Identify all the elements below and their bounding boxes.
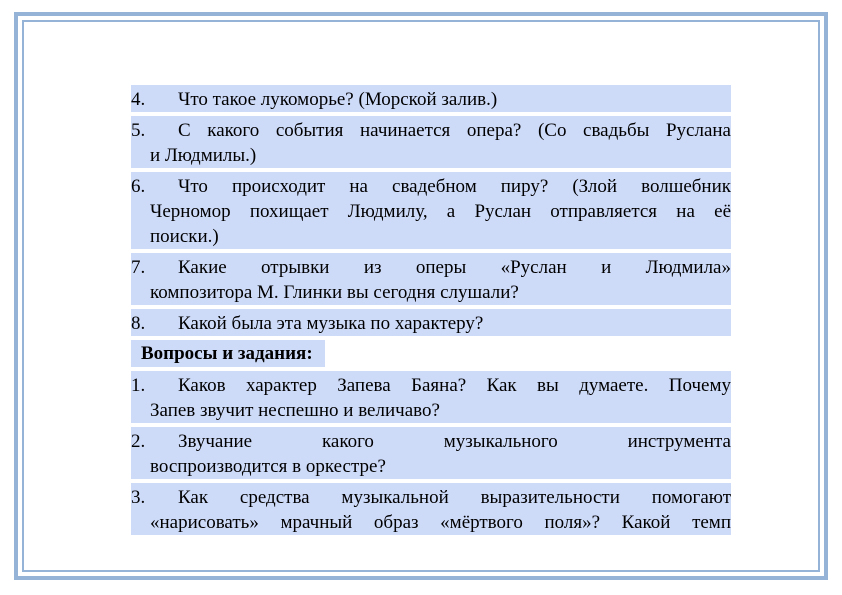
list-item — [131, 309, 731, 336]
item-text-line: поиски.) — [150, 226, 219, 247]
item-text-line: Какие отрывки из оперы «Руслан и Людмила» — [178, 257, 731, 278]
item-text-line: Что такое лукоморье? (Морской залив.) — [178, 89, 498, 110]
item-text-line: воспроизводится в оркестре? — [150, 456, 386, 477]
item-text-line: «нарисовать» мрачный образ «мёртвого поля»? Какой темп — [150, 512, 731, 533]
item-text-line: и Людмилы.) — [150, 145, 257, 166]
list-item — [131, 371, 731, 423]
item-number: 6. — [131, 176, 146, 197]
list-item — [131, 85, 731, 112]
item-number: 7. — [131, 257, 146, 278]
text-content — [131, 85, 731, 552]
item-text-line: Запев звучит неспешно и величаво? — [150, 400, 440, 421]
item-text-line: Что происходит на свадебном пиру? (Злой волшебник — [178, 176, 731, 197]
list-item — [131, 253, 731, 305]
item-number: 3. — [131, 487, 146, 508]
item-number: 1. — [131, 375, 146, 396]
list-item — [131, 172, 731, 249]
item-text-line: Черномор похищает Людмилу, а Руслан отправляется на её — [150, 201, 731, 222]
list-item — [131, 427, 731, 479]
item-text-line: С какого события начинается опера? (Со свадьбы Руслана — [178, 120, 731, 141]
item-text-line: Звучание какого музыкального инструмента — [178, 431, 731, 452]
list-item — [131, 483, 731, 535]
list-item — [131, 116, 731, 168]
item-number: 4. — [131, 89, 146, 110]
item-number: 5. — [131, 120, 146, 141]
item-text-line: Какой была эта музыка по характеру? — [178, 313, 484, 334]
item-text-line: композитора М. Глинки вы сегодня слушали? — [150, 282, 519, 303]
item-text-line: Как средства музыкальной выразительности помогают — [178, 487, 731, 508]
item-number: 2. — [131, 431, 146, 452]
item-number: 8. — [131, 313, 146, 334]
item-text-line: Каков характер Запева Баяна? Как вы думаете. Почему — [178, 375, 731, 396]
section-heading: Вопросы и задания: — [131, 340, 325, 367]
